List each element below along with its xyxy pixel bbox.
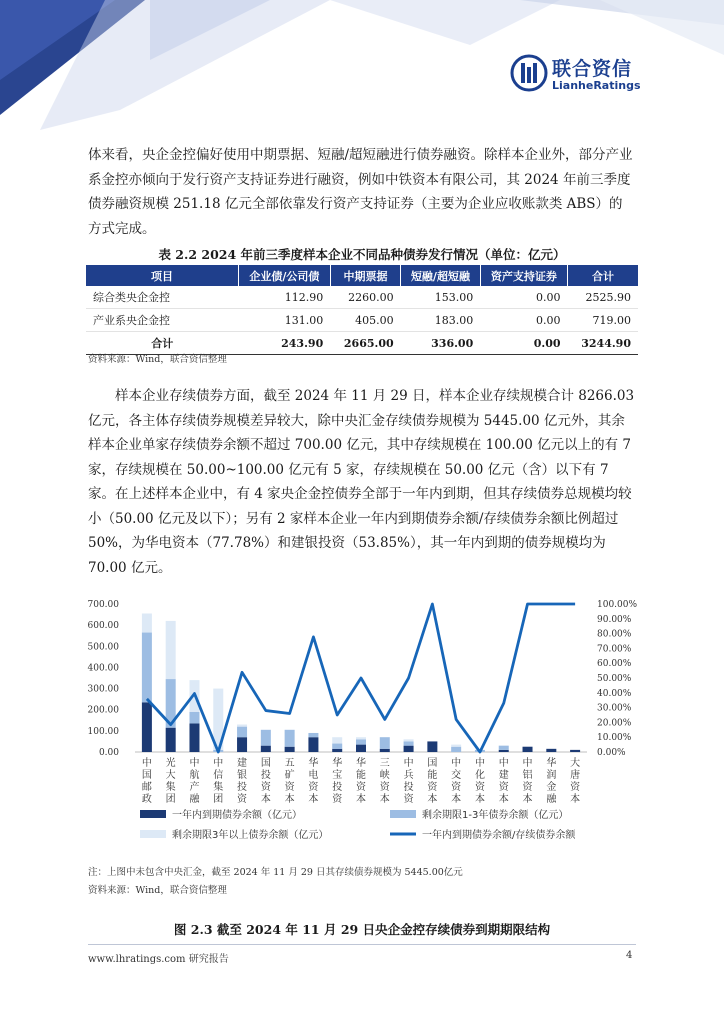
legend-swatch <box>140 830 166 838</box>
bar-segment-2 <box>308 733 318 737</box>
bar-segment-1 <box>523 747 533 752</box>
x-category-label: 建 <box>237 758 248 769</box>
x-category-label: 宝 <box>332 770 343 781</box>
cell: 0.00 <box>480 332 567 355</box>
cell: 243.90 <box>239 332 331 355</box>
cell: 2260.00 <box>330 286 400 309</box>
x-category-label: 五 <box>284 758 295 769</box>
y-right-tick-label: 80.00% <box>597 629 632 640</box>
x-category-label: 资 <box>451 782 462 793</box>
y-left-tick-label: 600.00 <box>87 621 119 632</box>
bar-segment-1 <box>308 737 318 752</box>
y-right-tick-label: 50.00% <box>597 674 632 684</box>
y-right-tick-label: 0.00% <box>597 748 626 758</box>
bar-segment-1 <box>142 702 152 752</box>
bar-segment-1 <box>261 746 271 752</box>
footer-site: www.lhratings.com 研究报告 <box>88 954 229 965</box>
cell: 3244.90 <box>568 332 638 355</box>
bar-segment-3 <box>142 614 152 633</box>
x-category-label: 中 <box>451 758 462 769</box>
x-category-label: 中 <box>213 758 224 769</box>
x-category-label: 本 <box>284 794 295 805</box>
bar-segment-1 <box>380 749 390 752</box>
footer-divider <box>88 944 636 945</box>
x-category-label: 化 <box>474 770 485 781</box>
bar-segment-1 <box>189 723 199 752</box>
chart-source: 资料来源：Wind，联合资信整理 <box>88 885 227 896</box>
x-category-label: 团 <box>165 794 176 805</box>
x-category-label: 投 <box>332 782 343 793</box>
bar-segment-2 <box>404 741 414 745</box>
x-category-label: 矿 <box>284 770 295 781</box>
x-category-label: 中 <box>522 758 533 769</box>
legend-label: 一年内到期债券余额/存续债券余额 <box>422 830 576 841</box>
page-number: 4 <box>626 950 633 961</box>
legend-label: 剩余期限1-3年债券余额（亿元） <box>422 810 569 821</box>
x-category-label: 电 <box>308 770 319 781</box>
bond-issuance-table <box>86 265 638 355</box>
maturity-structure-chart <box>80 592 650 860</box>
x-category-label: 润 <box>546 770 557 781</box>
chart-note: 注：上图中未包含中央汇金，截至 2024 年 11 月 29 日其存续债券规模为 5445.00亿元 <box>88 867 463 878</box>
x-category-label: 资 <box>570 782 581 793</box>
legend-swatch <box>140 810 166 818</box>
x-category-label: 中 <box>498 758 509 769</box>
y-right-tick-label: 30.00% <box>597 703 632 714</box>
x-category-label: 资 <box>237 794 248 805</box>
x-category-label: 本 <box>308 794 319 805</box>
x-category-label: 中 <box>403 758 414 769</box>
x-category-label: 资 <box>522 782 533 793</box>
bar-segment-2 <box>332 744 342 749</box>
header-mtn: 中期票据 <box>330 265 400 286</box>
bar-segment-3 <box>332 737 342 743</box>
cell: 2665.00 <box>330 332 400 355</box>
x-category-label: 能 <box>356 770 366 781</box>
bar-segment-3 <box>166 621 176 679</box>
bar-segment-2 <box>356 739 366 744</box>
logo-text-en: LianheRatings <box>552 79 641 92</box>
x-category-label: 本 <box>427 794 438 805</box>
x-category-label: 资 <box>332 794 343 805</box>
x-category-label: 大 <box>570 758 581 769</box>
bar-segment-2 <box>142 633 152 703</box>
x-category-label: 中 <box>474 758 485 769</box>
bar-segment-2 <box>451 747 461 752</box>
x-category-label: 资 <box>427 782 438 793</box>
y-right-tick-label: 20.00% <box>597 718 632 729</box>
bar-segment-1 <box>166 728 176 752</box>
x-category-label: 资 <box>474 782 485 793</box>
x-category-label: 中 <box>189 758 200 769</box>
y-right-tick-label: 60.00% <box>597 659 632 670</box>
cell: 2525.90 <box>568 286 638 309</box>
x-category-label: 本 <box>522 794 533 805</box>
x-category-label: 资 <box>498 782 509 793</box>
bar-segment-3 <box>356 737 366 739</box>
x-category-label: 本 <box>451 794 462 805</box>
legend-label: 剩余期限3年以上债券余额（亿元） <box>172 830 329 841</box>
bar-segment-1 <box>546 749 556 752</box>
x-category-label: 交 <box>451 770 462 781</box>
row-label: 合计 <box>86 332 239 355</box>
legend-swatch <box>390 810 416 818</box>
x-category-label: 集 <box>213 782 224 793</box>
logo-text-cn: 联合资信 <box>552 58 633 80</box>
y-left-tick-label: 0.00 <box>98 748 119 758</box>
y-right-tick-label: 40.00% <box>597 688 632 699</box>
x-category-label: 投 <box>403 782 414 793</box>
x-category-label: 金 <box>546 782 557 793</box>
y-right-tick-label: 10.00% <box>597 733 632 744</box>
x-category-label: 本 <box>379 794 390 805</box>
cell: 131.00 <box>239 309 331 332</box>
x-category-label: 峡 <box>379 770 390 781</box>
bar-segment-1 <box>499 750 509 752</box>
x-category-label: 国 <box>427 758 438 769</box>
bar-segment-3 <box>451 745 461 747</box>
bar-segment-1 <box>285 747 295 752</box>
x-category-label: 华 <box>308 758 319 769</box>
cell: 336.00 <box>401 332 481 355</box>
x-category-label: 资 <box>260 782 271 793</box>
paragraph-2: 样本企业存续债券方面，截至 2024 年 11 月 29 日，样本企业存续规模合计 8266.03 亿元，各主体存续债券规模差异较大，除中央汇金存续债券规模为 5445.00 亿元外，其余样本企业单家存续债券余额不超过 700.00 亿元，其中存续规模在 100.00 亿元以上的有 7 家，存续规模在 50.00~100.00 亿元有 5 家，存续规模在 50.00 亿元（含）以下有 7 家。在上述样本企业中，有 4 家央企金控债券全部于一年内到期，但其存续债券总规模均较小（50.00 亿元及以下）；另有 2 家样本企业一年内到期债券余额/存续债券余额比例超过 50%，为华电资本（77.78%）和建银投资（53.85%），其一年内到期的债券规模均为 70.00 亿元。 <box>88 388 635 576</box>
x-category-label: 华 <box>332 758 343 769</box>
cell: 0.00 <box>480 286 567 309</box>
x-category-label: 航 <box>189 770 200 781</box>
y-left-tick-label: 700.00 <box>87 600 119 610</box>
bar-segment-1 <box>356 745 366 752</box>
x-category-label: 大 <box>165 770 176 781</box>
row-label: 综合类央企金控 <box>86 286 239 309</box>
x-category-label: 中 <box>141 758 152 769</box>
x-category-label: 铝 <box>522 770 533 781</box>
bar-segment-2 <box>285 730 295 747</box>
legend-label: 一年内到期债券余额（亿元） <box>172 810 302 821</box>
x-category-label: 兵 <box>403 770 414 781</box>
bar-segment-1 <box>332 749 342 752</box>
cell: 183.00 <box>401 309 481 332</box>
x-category-label: 信 <box>213 770 224 781</box>
bar-segment-2 <box>380 737 390 749</box>
table-title: 表 2.2 2024 年前三季度样本企业不同品种债券发行情况（单位：亿元） <box>158 247 566 262</box>
x-category-label: 团 <box>213 794 224 805</box>
y-right-tick-label: 70.00% <box>597 644 632 655</box>
header-abs: 资产支持证券 <box>480 265 567 286</box>
cell: 719.00 <box>568 309 638 332</box>
x-category-label: 融 <box>189 794 200 805</box>
x-category-label: 资 <box>284 782 295 793</box>
x-category-label: 国 <box>260 758 271 769</box>
bar-segment-1 <box>404 746 414 752</box>
x-category-label: 投 <box>260 770 271 781</box>
x-category-label: 国 <box>141 770 152 781</box>
bar-segment-2 <box>189 712 199 724</box>
x-category-label: 资 <box>403 794 414 805</box>
cell: 112.90 <box>239 286 331 309</box>
y-left-tick-label: 500.00 <box>87 642 119 653</box>
bar-segment-2 <box>237 727 247 738</box>
bar-segment-1 <box>237 737 247 752</box>
x-category-label: 本 <box>356 794 366 805</box>
table-row <box>86 286 638 309</box>
x-category-label: 集 <box>165 782 176 793</box>
x-category-label: 本 <box>474 794 485 805</box>
paragraph-1: 体来看，央企金控偏好使用中期票据、短融/超短融进行债券融资。除样本企业外，部分产业系金控亦倾向于发行资产支持证券进行融资，例如中铁资本有限公司，其 2024 年前三季度债券融资规模 251.18 亿元全部依靠发行资产支持证券（主要为企业应收账款类 ABS）的方式完成。 <box>88 147 633 237</box>
bar-segment-2 <box>499 746 509 750</box>
bar-segment-3 <box>404 739 414 741</box>
y-right-tick-label: 100.00% <box>597 600 638 610</box>
x-category-label: 邮 <box>141 782 152 793</box>
row-label: 产业系央企金控 <box>86 309 239 332</box>
bar-segment-2 <box>261 730 271 746</box>
table-row <box>86 309 638 332</box>
x-category-label: 资 <box>356 782 366 793</box>
bar-segment-1 <box>570 750 580 752</box>
bar-segment-3 <box>237 725 247 727</box>
x-category-label: 本 <box>570 794 581 805</box>
ratio-line <box>147 604 575 752</box>
x-category-label: 融 <box>546 794 557 805</box>
cell: 405.00 <box>330 309 400 332</box>
x-category-label: 产 <box>189 782 200 793</box>
bar-segment-1 <box>427 741 437 752</box>
table-header-row <box>86 265 638 286</box>
header-corporate-bond: 企业债/公司债 <box>239 265 331 286</box>
x-category-label: 投 <box>237 782 248 793</box>
header-total: 合计 <box>568 265 638 286</box>
x-category-label: 华 <box>356 758 366 769</box>
y-left-tick-label: 200.00 <box>87 705 119 716</box>
x-category-label: 建 <box>498 770 509 781</box>
figure-title: 图 2.3 截至 2024 年 11 月 29 日央企金控存续债券到期期限结构 <box>173 922 551 937</box>
header-item: 项目 <box>86 265 239 286</box>
logo-mark-icon <box>510 54 548 92</box>
x-category-label: 能 <box>427 770 438 781</box>
x-category-label: 华 <box>546 758 557 769</box>
x-category-label: 本 <box>260 794 271 805</box>
table-source: 资料来源：Wind，联合资信整理 <box>88 354 227 365</box>
cell: 153.00 <box>401 286 481 309</box>
header-short-term: 短融/超短融 <box>401 265 481 286</box>
y-left-tick-label: 300.00 <box>87 684 119 695</box>
x-category-label: 光 <box>165 758 176 769</box>
x-category-label: 唐 <box>570 770 581 781</box>
x-category-label: 本 <box>498 794 509 805</box>
cell: 0.00 <box>480 309 567 332</box>
y-left-tick-label: 100.00 <box>87 726 119 737</box>
x-category-label: 资 <box>379 782 390 793</box>
y-left-tick-label: 400.00 <box>87 663 119 674</box>
x-category-label: 政 <box>141 794 152 805</box>
x-category-label: 银 <box>237 770 248 781</box>
company-logo <box>510 52 640 96</box>
x-category-label: 资 <box>308 782 319 793</box>
y-right-tick-label: 90.00% <box>597 614 632 625</box>
x-category-label: 三 <box>379 758 390 769</box>
